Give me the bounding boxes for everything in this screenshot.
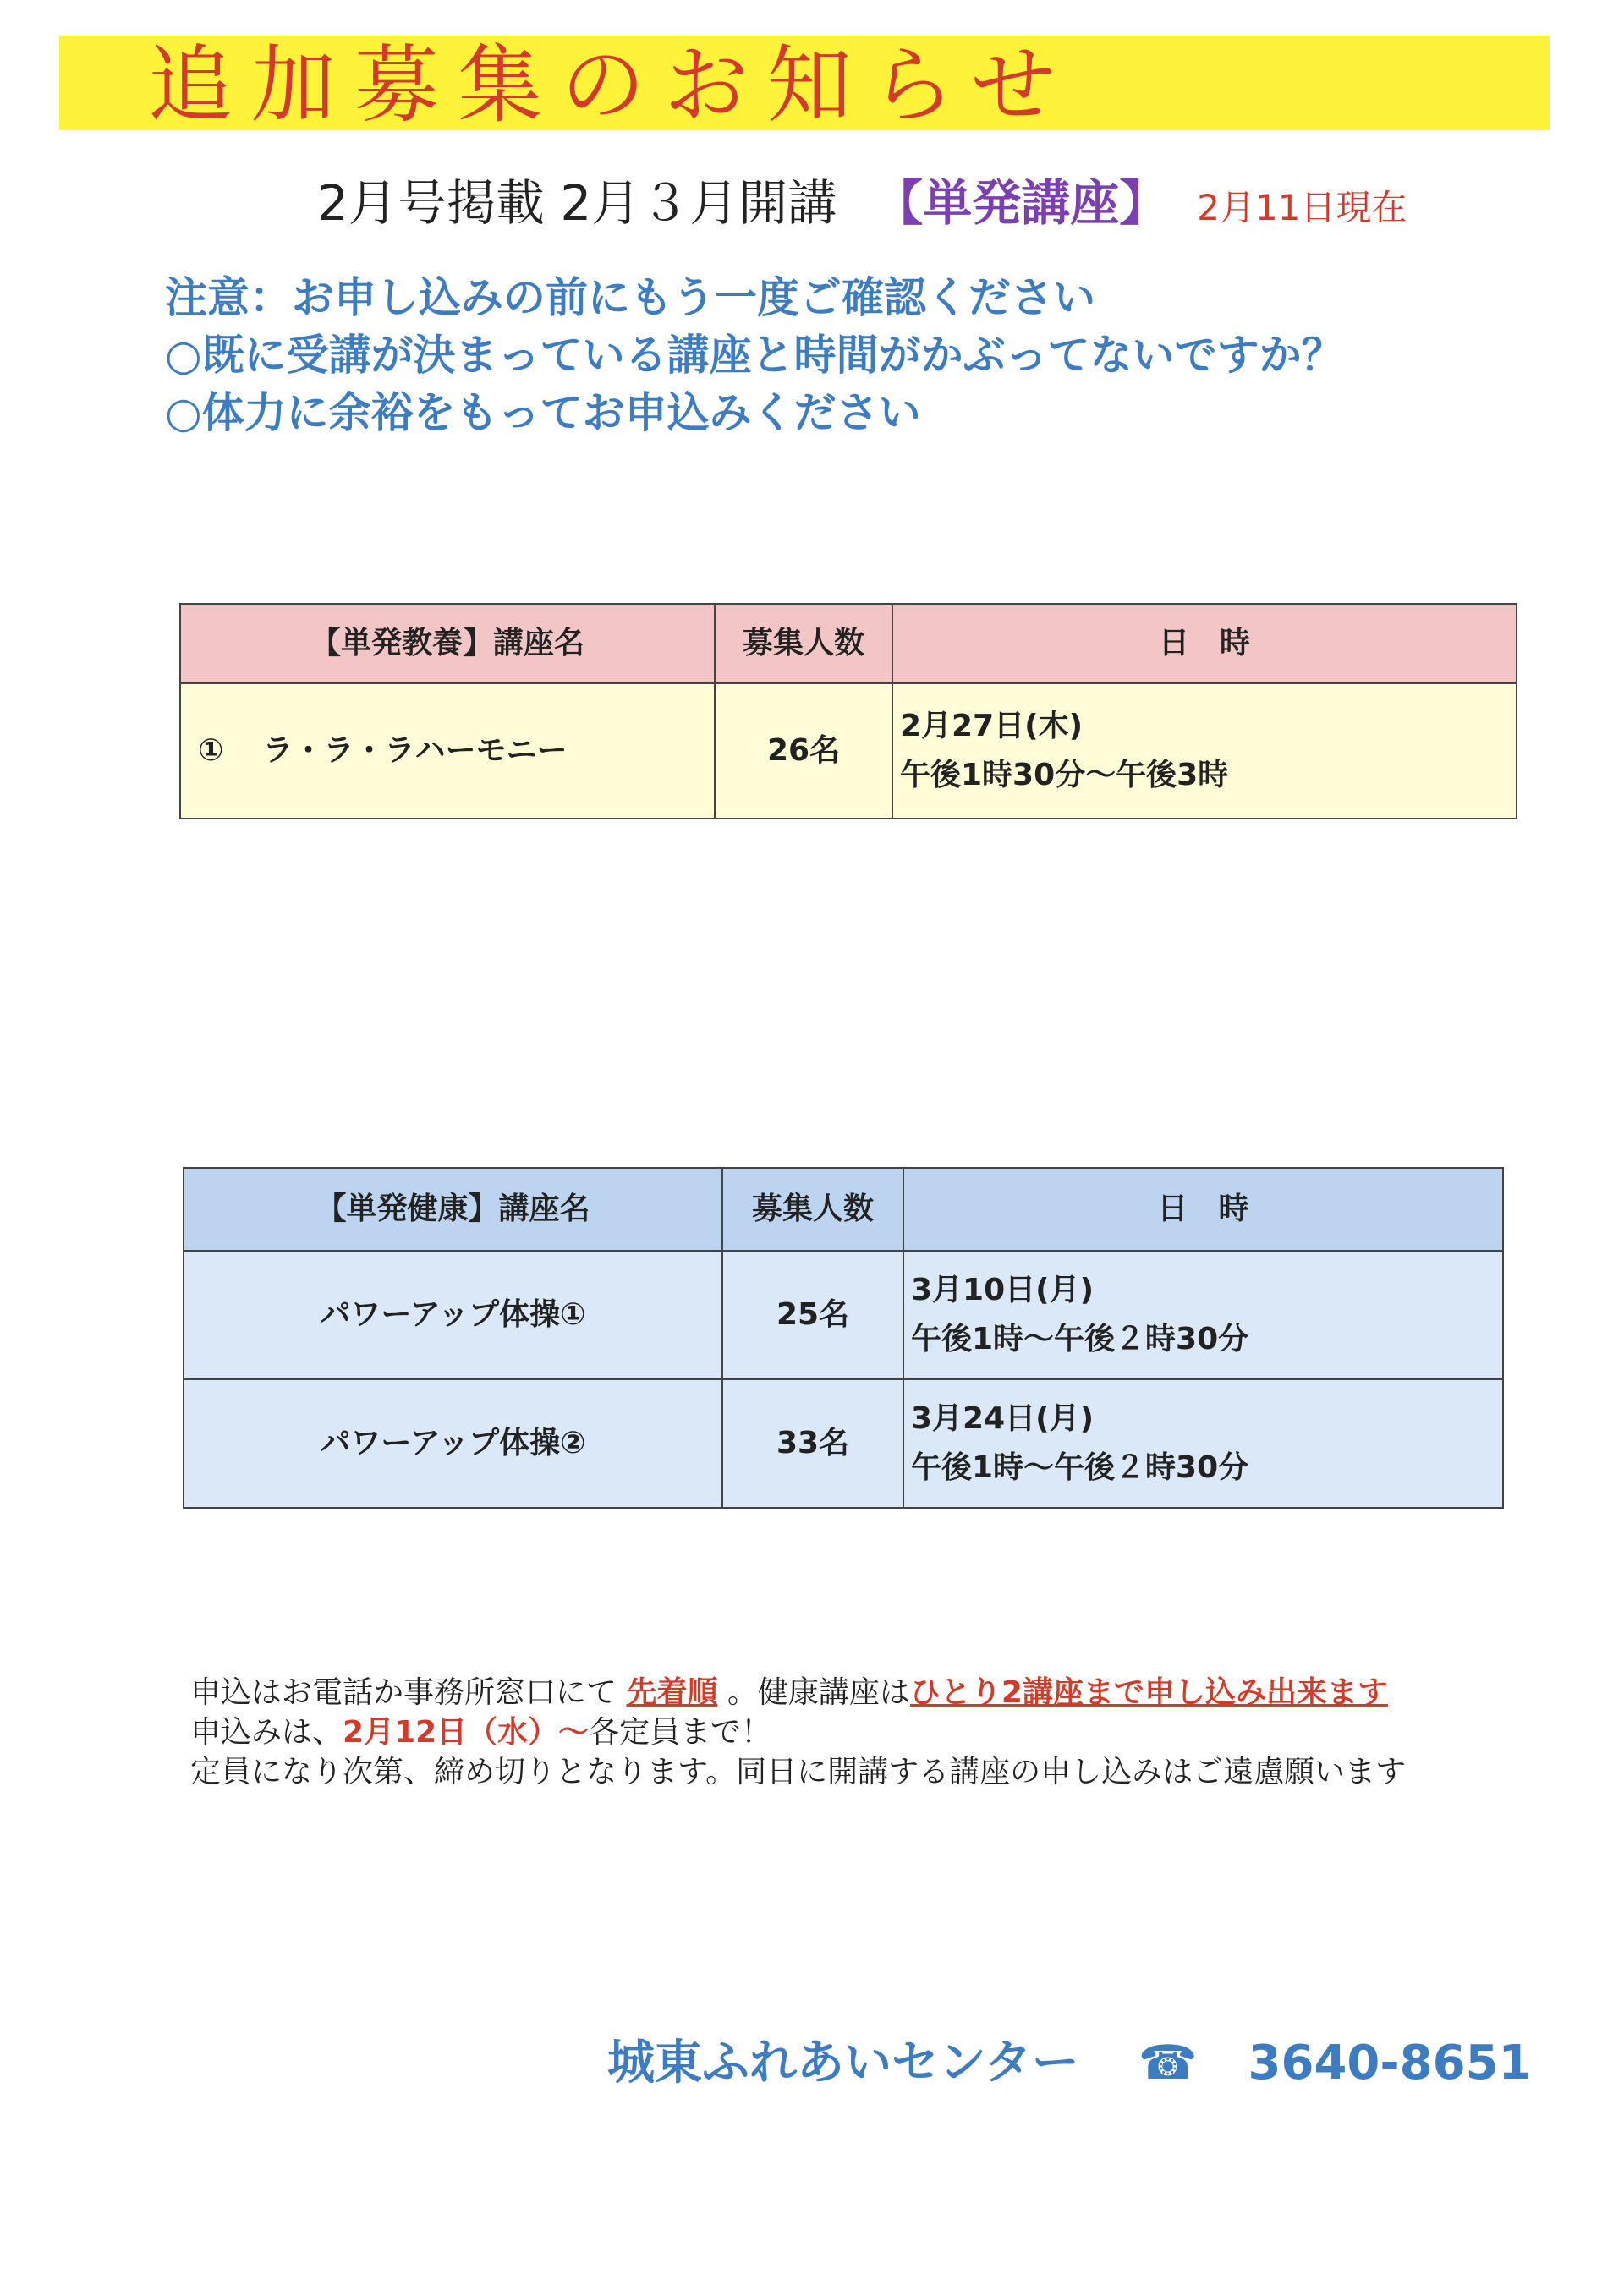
course-date: 3月10日(月) (911, 1273, 1095, 1307)
note-line: ○既に受講が決まっている講座と時間がかぶってないですか？ (165, 331, 1344, 380)
page-title: 追加募集のお知らせ (148, 36, 1074, 134)
as-of-date: 2月11日現在 (1197, 187, 1407, 228)
center-name: 城東ふれあいセンター (607, 2036, 1079, 2091)
course-number: ① (198, 733, 224, 768)
header-capacity: 募集人数 (715, 604, 892, 683)
info-line-3: 定員になり次第、締め切りとなります。同日に開講する講座の申し込みはご遠慮願います (190, 1755, 1407, 1789)
course-time: 午後1時～午後２時30分 (911, 1322, 1249, 1356)
course-capacity: 26名 (715, 683, 892, 819)
phone-icon: ☎ (1138, 2036, 1198, 2091)
table-header-row (184, 1168, 1503, 1251)
table-header-row (180, 604, 1517, 683)
culture-course-table (179, 603, 1517, 819)
note-line: ○体力に余裕をもってお申込みください (165, 388, 921, 437)
course-date: 2月27日(木) (900, 709, 1084, 743)
header-datetime: 日 時 (903, 1168, 1503, 1251)
header-capacity: 募集人数 (722, 1168, 903, 1251)
table-row (184, 1251, 1503, 1379)
info-line-2 (190, 1712, 1406, 1752)
course-datetime (903, 1379, 1503, 1508)
subtitle-main: 2月号掲載 2月３月開講 (317, 174, 837, 232)
table-row (184, 1379, 1503, 1508)
course-datetime (892, 683, 1517, 819)
phone-number: 3640-8651 (1248, 2036, 1532, 2091)
course-capacity: 25名 (722, 1251, 903, 1379)
subtitle (317, 173, 1407, 238)
course-name: パワーアップ体操② (184, 1379, 722, 1508)
start-date-text: 2月12日（水）～ (343, 1715, 590, 1750)
info-text: 申込はお電話か事務所窓口にて (190, 1675, 627, 1710)
table-row (180, 683, 1517, 819)
info-text: 申込みは、 (190, 1715, 343, 1750)
subtitle-category: 【単発講座】 (874, 174, 1169, 232)
info-line-1 (190, 1673, 1406, 1712)
header-datetime: 日 時 (892, 604, 1517, 683)
course-capacity: 33名 (722, 1379, 903, 1508)
application-info (190, 1673, 1406, 1792)
course-time: 午後1時30分～午後3時 (900, 758, 1229, 792)
course-datetime (903, 1251, 1503, 1379)
info-text: 各定員まで！ (589, 1715, 772, 1750)
notes (165, 269, 1344, 441)
course-time: 午後1時～午後２時30分 (911, 1450, 1249, 1485)
first-come-text: 先着順 (626, 1675, 718, 1710)
limit-text: ひとり2講座まで申し込み出来ます (909, 1675, 1388, 1710)
note-line: 注意：お申し込みの前にもう一度ご確認ください (165, 273, 1095, 322)
course-date: 3月24日(月) (911, 1401, 1095, 1436)
health-course-table (183, 1167, 1504, 1509)
header-course-name: 【単発健康】講座名 (184, 1168, 722, 1251)
header-course-name: 【単発教養】講座名 (180, 604, 715, 683)
course-name: ラ・ラ・ラハーモニー (262, 733, 568, 768)
course-name: パワーアップ体操① (184, 1251, 722, 1379)
info-text: 。健康講座は (717, 1675, 910, 1710)
course-name-cell (180, 683, 715, 819)
contact-info (607, 2030, 1532, 2097)
